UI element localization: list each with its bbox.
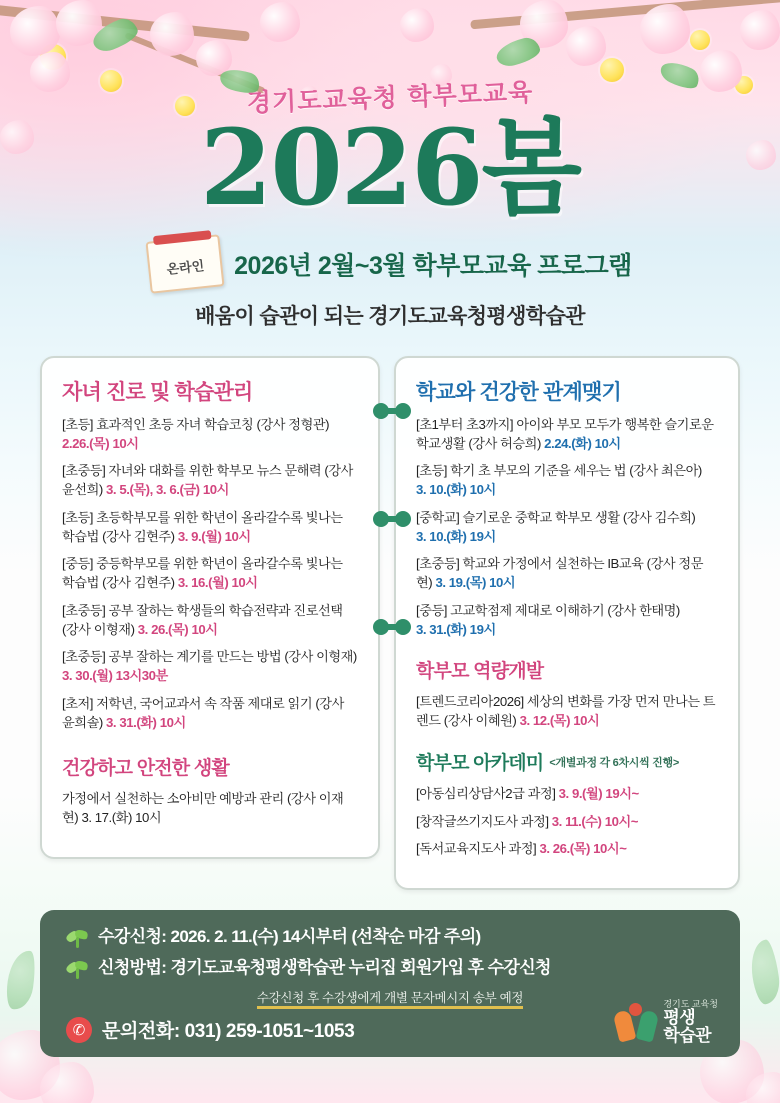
section-title-health: 건강하고 안전한 생활 bbox=[62, 758, 229, 780]
item-text: [아동심리상담사2급 과정] bbox=[416, 785, 556, 801]
list-item bbox=[416, 693, 718, 730]
footer-info-box bbox=[40, 910, 740, 1057]
item-text: [창작글쓰기지도사 과정] bbox=[416, 813, 549, 829]
item-text: [초중등] 공부 잘하는 계기를 만드는 방법 (강사 이형재) bbox=[62, 649, 357, 665]
item-text: [초중등] 학교와 가정에서 실천하는 IB교육 (강사 정문현) bbox=[416, 556, 703, 591]
list-item bbox=[62, 555, 358, 592]
item-date: 2.24.(화) 10시 bbox=[544, 435, 621, 451]
section-title-career: 자녀 진로 및 학습관리 bbox=[62, 381, 253, 404]
item-text: [초1부터 초3까지] 아이와 부모 모두가 행복한 슬기로운 학교생활 (강사 허승희) bbox=[416, 417, 714, 451]
online-badge-label: 온라인 bbox=[165, 257, 205, 277]
footer-row-method bbox=[66, 957, 714, 980]
item-date: 3. 30.(월) 13시30분 bbox=[62, 668, 168, 684]
item-date: 3. 9.(월) 19시~ bbox=[558, 785, 639, 801]
footer-note-text: 수강신청 후 수강생에게 개별 문자메시지 송부 예정 bbox=[257, 991, 523, 1009]
list-item bbox=[62, 790, 358, 827]
item-text: [초등] 효과적인 초등 자녀 학습코칭 (강사 정형관) bbox=[62, 417, 330, 432]
item-text: [중등] 중등학부모를 위한 학년이 올라갈수록 빛나는 학습법 (강사 김현주) bbox=[62, 556, 343, 591]
method-text: 신청방법: 경기도교육청평생학습관 누리집 회원가입 후 수강신청 bbox=[98, 958, 551, 978]
list-item bbox=[416, 555, 718, 592]
item-date: 3. 12.(목) 10시 bbox=[519, 713, 600, 729]
section-title-academy bbox=[416, 748, 718, 775]
phone-text: 문의전화: 031) 259-1051~1053 bbox=[102, 1021, 355, 1043]
logo-mark-icon bbox=[616, 1003, 656, 1041]
item-text: [초등] 초등학부모를 위한 학년이 올라갈수록 빛나는 학습법 (강사 김현주) bbox=[62, 509, 343, 544]
item-text: 가정에서 실천하는 소아비만 예방과 관리 (강사 이재현) 3. 17.(화) 10시 bbox=[62, 791, 344, 826]
list-item bbox=[62, 509, 358, 546]
poster-header bbox=[0, 0, 780, 330]
section-title-school: 학교와 건강한 관계맺기 bbox=[416, 381, 621, 404]
item-text: [초등] 학기 초 부모의 기준을 세우는 법 (강사 최은아) bbox=[416, 463, 702, 479]
footer-row-registration bbox=[66, 926, 714, 949]
section-title-capacity: 학부모 역량개발 bbox=[416, 661, 544, 683]
logo-line-2: 학습관 bbox=[663, 1026, 712, 1046]
list-item bbox=[62, 648, 358, 685]
registration-text: 수강신청: 2026. 2. 11.(수) 14시부터 (선착순 마감 주의) bbox=[98, 927, 481, 947]
connector-line-2 bbox=[381, 516, 403, 522]
item-date: 3. 26.(목) 10시~ bbox=[539, 841, 627, 857]
list-item bbox=[62, 416, 358, 453]
sprout-icon bbox=[66, 958, 88, 980]
item-text: [초중등] 자녀와 대화를 위한 학부모 뉴스 문해력 (강사 윤선희) bbox=[62, 463, 353, 498]
list-item bbox=[416, 602, 718, 639]
program-subtitle: 2026년 2월~3월 학부모교육 프로그램 bbox=[234, 252, 632, 280]
tagline: 배움이 습관이 되는 경기도교육청평생학습관 bbox=[195, 305, 585, 328]
item-date: 3. 11.(수) 10시~ bbox=[551, 813, 639, 829]
logo-small-text: 경기도 교육청 bbox=[663, 998, 718, 1009]
brand-script-title: 경기도교육청 학부모교육 bbox=[246, 77, 534, 118]
item-date: 3. 16.(월) 10시 bbox=[177, 575, 258, 591]
item-text: [초저] 저학년, 국어교과서 속 작품 제대로 읽기 (강사 윤희솔) bbox=[62, 695, 344, 730]
phone-icon: ✆ bbox=[66, 1017, 92, 1043]
item-date: 3. 19.(목) 10시 bbox=[435, 575, 516, 591]
item-date: 3. 5.(목), 3. 6.(금) 10시 bbox=[106, 482, 229, 498]
item-text: [초중등] 공부 잘하는 학생들의 학습전략과 진로선택 (강사 이형재) bbox=[62, 602, 343, 637]
list-item bbox=[416, 813, 718, 832]
item-text: [중학교] 슬기로운 중학교 학부모 생활 (강사 김수희) bbox=[416, 509, 696, 525]
academy-title-text: 학부모 아카데미 bbox=[416, 752, 544, 774]
page-title: 2026봄 bbox=[200, 106, 580, 229]
item-date: 2.26.(목) 10시 bbox=[62, 435, 139, 451]
item-text: [독서교육지도사 과정] bbox=[416, 841, 537, 857]
list-item bbox=[62, 602, 358, 639]
item-date: 3. 31.(화) 10시 bbox=[106, 714, 186, 730]
logo-text bbox=[663, 1000, 718, 1045]
list-item bbox=[62, 462, 358, 499]
list-item bbox=[416, 840, 718, 859]
item-date: 3. 10.(화) 10시 bbox=[416, 482, 496, 498]
list-item bbox=[416, 462, 718, 499]
sprout-icon bbox=[66, 927, 88, 949]
logo-line-1: 평생 bbox=[663, 1008, 696, 1028]
academy-note: <개별과정 각 6차시씩 진행> bbox=[549, 756, 679, 769]
item-text: [중등] 고교학점제 제대로 이해하기 (강사 한태명) bbox=[416, 602, 680, 618]
list-item bbox=[416, 509, 718, 546]
subtitle-row bbox=[0, 238, 780, 290]
list-item bbox=[416, 416, 718, 453]
connector-line-1 bbox=[381, 408, 403, 414]
program-panels bbox=[40, 356, 740, 890]
item-text: [트렌드코리아2026] 세상의 변화를 가장 먼저 만나는 트렌드 (강사 이혜원) bbox=[416, 694, 716, 729]
institution-logo bbox=[616, 1000, 718, 1045]
online-badge bbox=[146, 234, 225, 293]
panel-career-study bbox=[40, 356, 380, 859]
item-date: 3. 26.(목) 10시 bbox=[137, 621, 218, 637]
list-item bbox=[416, 785, 718, 804]
item-date: 3. 10.(화) 19시 bbox=[416, 528, 496, 544]
connector-line-3 bbox=[381, 624, 403, 630]
item-date: 3. 9.(월) 10시 bbox=[177, 528, 251, 544]
list-item bbox=[62, 695, 358, 732]
item-date: 3. 31.(화) 19시 bbox=[416, 621, 496, 637]
panel-school-relations bbox=[394, 356, 740, 890]
